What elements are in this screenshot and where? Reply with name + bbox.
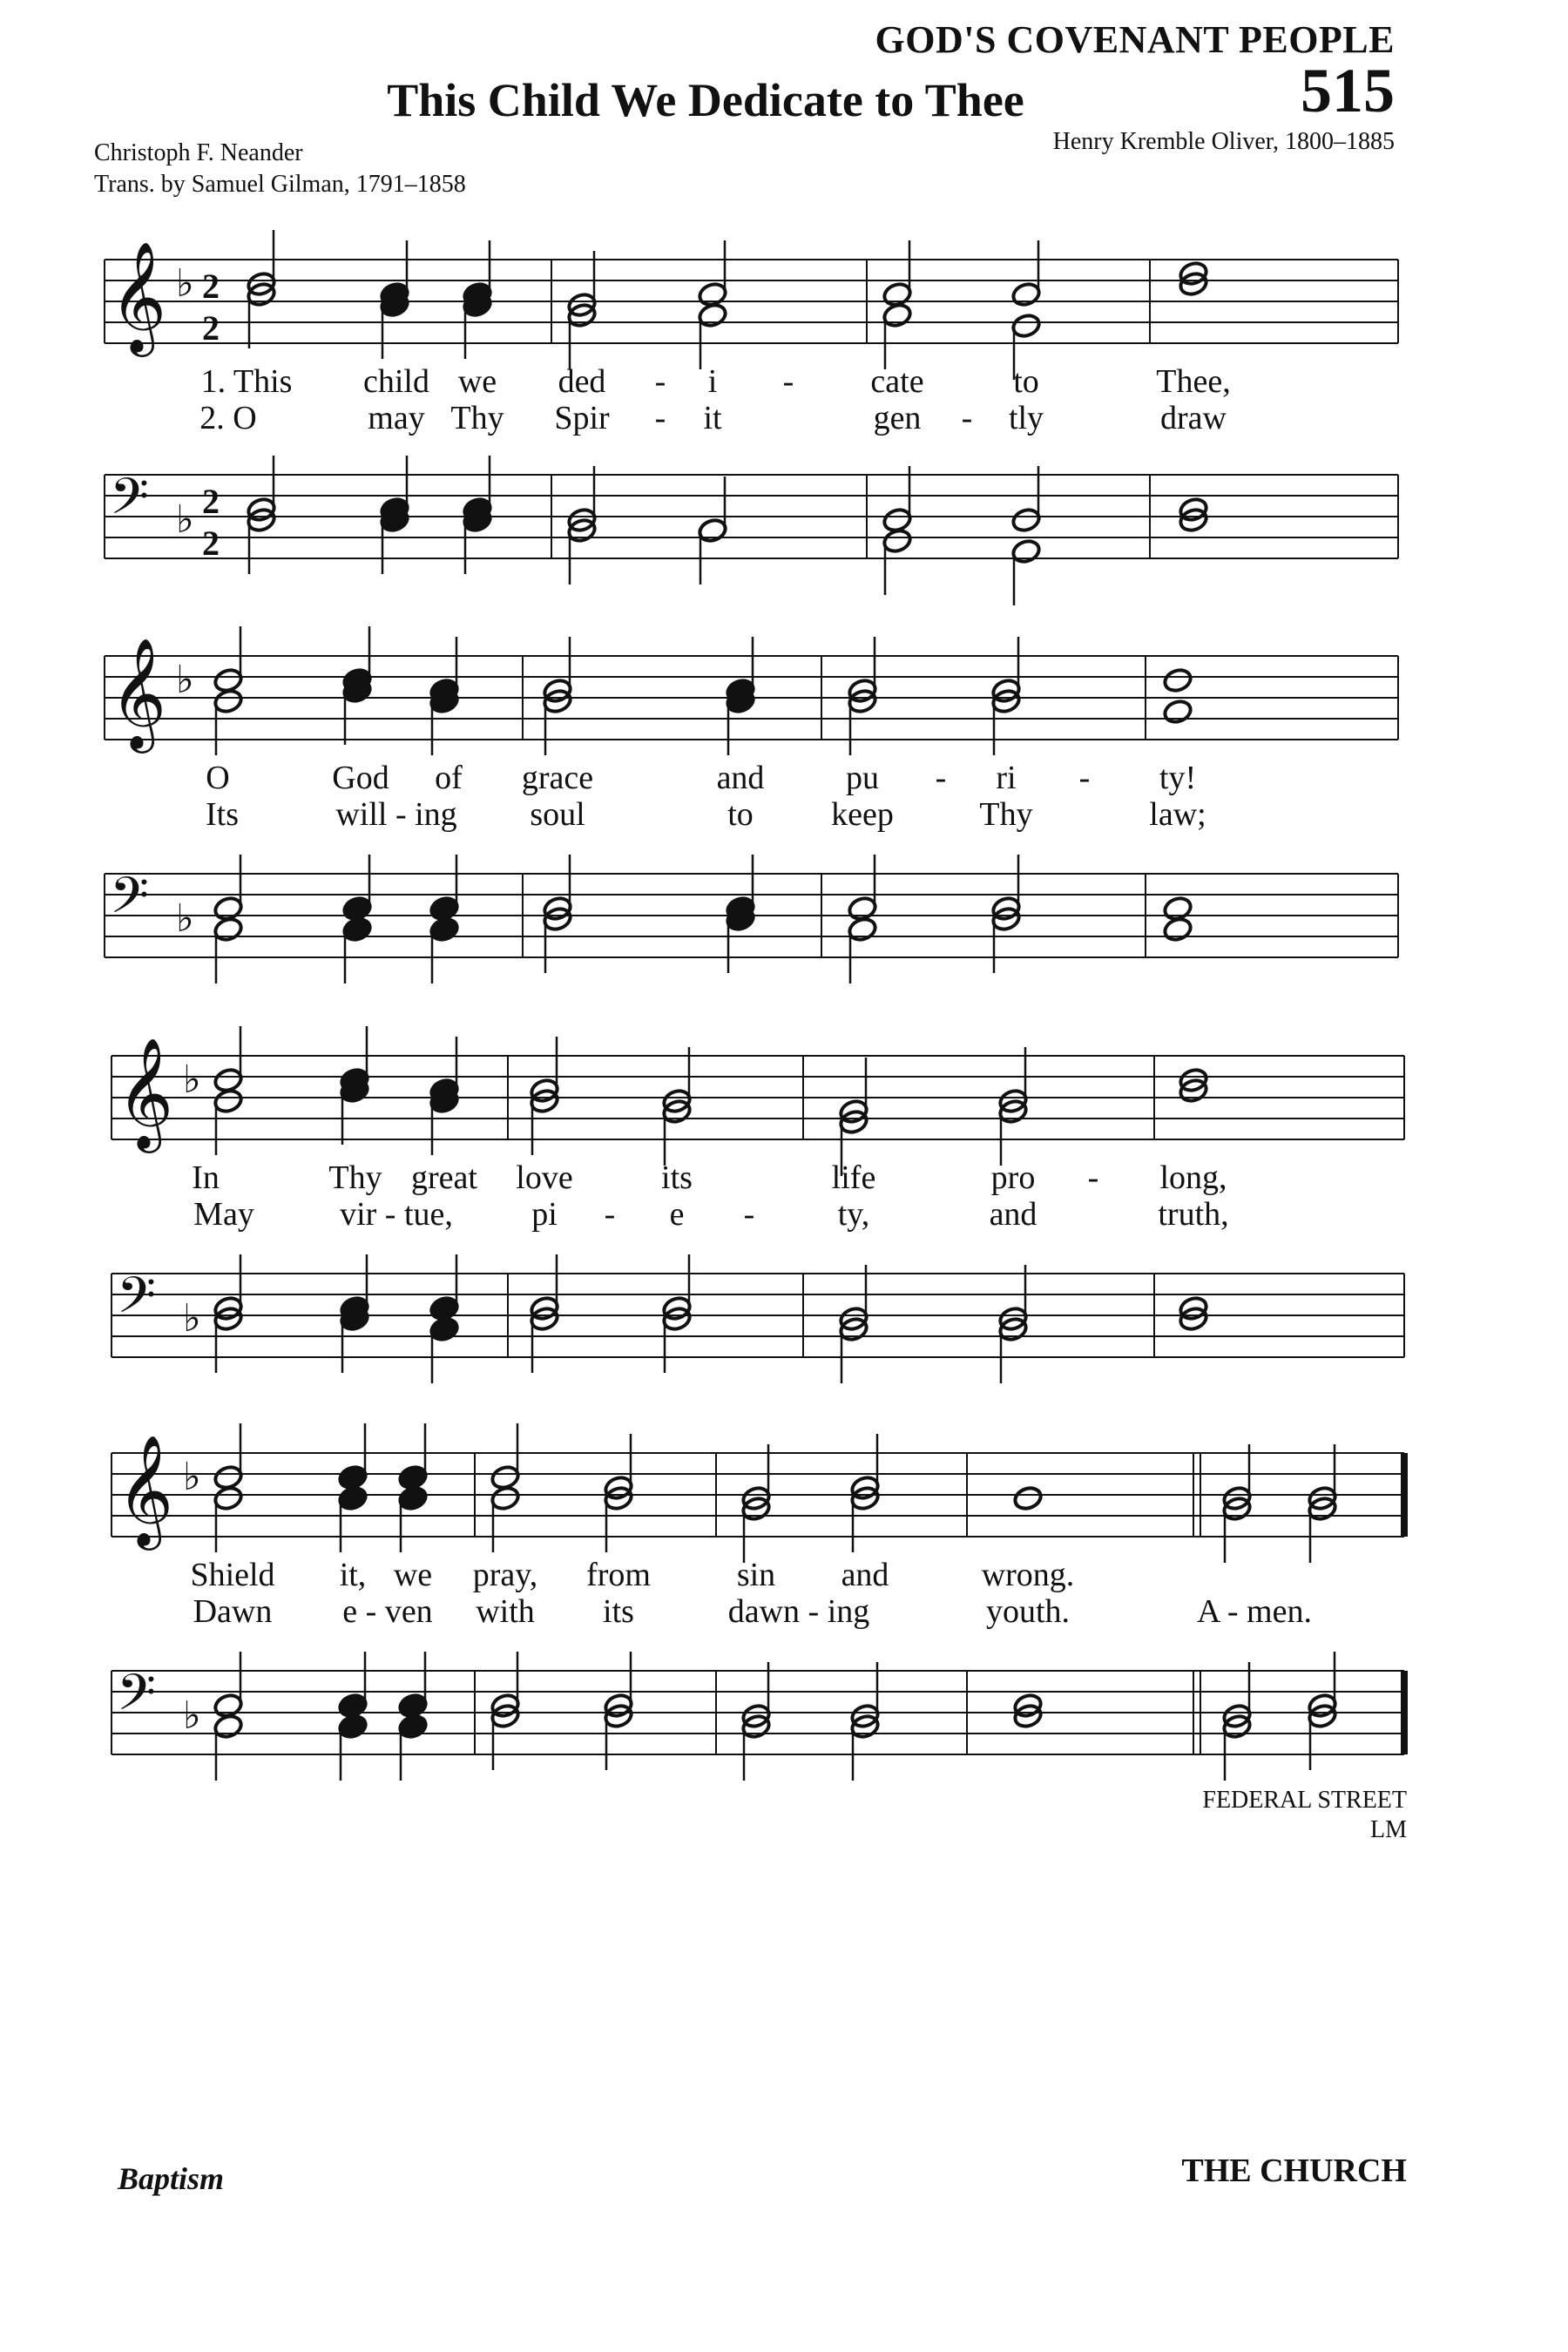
lyric-syllable: - bbox=[935, 760, 947, 796]
key-signature-flat-icon: ♭ bbox=[183, 1058, 201, 1102]
bass-staff bbox=[112, 1663, 1404, 1754]
note-head bbox=[1162, 916, 1193, 943]
lyric-syllable: great bbox=[411, 1159, 477, 1196]
note-head bbox=[1162, 699, 1193, 726]
hymn-number: 515 bbox=[1301, 56, 1395, 125]
key-signature-flat-icon: ♭ bbox=[176, 658, 194, 702]
note-head bbox=[1010, 538, 1042, 565]
lyric-syllable: - bbox=[782, 363, 794, 400]
lyric-syllable: its bbox=[661, 1159, 693, 1196]
system-2 bbox=[105, 626, 1398, 983]
note-head bbox=[337, 1485, 368, 1512]
lyric-syllable: vir - tue, bbox=[340, 1196, 453, 1233]
note-head bbox=[337, 1713, 368, 1740]
note-head bbox=[697, 302, 728, 329]
note-head bbox=[1012, 1485, 1044, 1512]
note-head bbox=[697, 517, 728, 544]
lyric-syllable: truth, bbox=[1158, 1196, 1229, 1233]
lyric-syllable: O bbox=[206, 760, 230, 796]
key-signature-flat-icon: ♭ bbox=[176, 497, 194, 542]
lyric-syllable: 1. This bbox=[200, 363, 293, 400]
note-head bbox=[397, 1485, 429, 1512]
lyric-syllable: soul bbox=[530, 796, 585, 833]
lyric-syllable: we bbox=[457, 363, 497, 400]
system-3 bbox=[112, 1026, 1404, 1383]
note-head bbox=[882, 302, 913, 329]
treble-clef-icon: 𝄞 bbox=[110, 240, 167, 352]
lyric-syllable: Dawn bbox=[193, 1593, 273, 1630]
tune-name: FEDERAL STREET bbox=[1202, 1787, 1407, 1814]
bass-clef-icon: 𝄢 bbox=[117, 1266, 157, 1337]
lyric-syllable: pu bbox=[846, 760, 879, 796]
note-head bbox=[1010, 507, 1042, 534]
lyric-syllable: ri bbox=[996, 760, 1017, 796]
time-signature-numerator: 2 bbox=[202, 267, 220, 306]
lyric-syllable: May bbox=[193, 1196, 254, 1233]
lyric-syllable: Its bbox=[206, 796, 239, 833]
lyric-syllable: of bbox=[435, 760, 463, 796]
lyric-syllable: - bbox=[654, 363, 666, 400]
section-title: GOD'S COVENANT PEOPLE bbox=[875, 18, 1395, 61]
lyric-syllable: wrong. bbox=[981, 1557, 1075, 1593]
lyric-syllable: to bbox=[1013, 363, 1039, 400]
lyric-syllable: sin bbox=[736, 1557, 776, 1593]
key-signature-flat-icon: ♭ bbox=[183, 1455, 201, 1499]
lyric-syllable: God bbox=[332, 760, 389, 796]
tune-meter: LM bbox=[1370, 1816, 1407, 1843]
lyric-syllable: from bbox=[586, 1557, 651, 1593]
lyric-syllable: ty! bbox=[1159, 760, 1197, 796]
lyric-syllable: A - men. bbox=[1197, 1593, 1312, 1630]
lyric-syllable: law; bbox=[1149, 796, 1206, 833]
note-head bbox=[847, 916, 878, 943]
lyric-syllable: e bbox=[669, 1196, 685, 1233]
lyric-syllable: will - ing bbox=[335, 796, 457, 833]
bass-staff bbox=[112, 1266, 1404, 1357]
note-head bbox=[397, 1713, 429, 1740]
lyric-syllable: ty, bbox=[837, 1196, 870, 1233]
lyric-syllable: love bbox=[516, 1159, 573, 1196]
text-translator: Trans. by Samuel Gilman, 1791–1858 bbox=[94, 171, 466, 198]
lyric-syllable: we bbox=[393, 1557, 433, 1593]
lyric-syllable: Shield bbox=[190, 1557, 275, 1593]
note-head bbox=[429, 916, 460, 943]
lyric-syllable: Thy bbox=[979, 796, 1033, 833]
note-head bbox=[1162, 667, 1193, 694]
lyric-syllable: pi bbox=[531, 1196, 558, 1233]
lyric-syllable: - bbox=[604, 1196, 616, 1233]
lyric-syllable: may bbox=[368, 400, 425, 436]
treble-clef-icon: 𝄞 bbox=[110, 637, 167, 748]
lyric-syllable: i bbox=[707, 363, 718, 400]
treble-clef-icon: 𝄞 bbox=[117, 1434, 174, 1545]
bass-clef-icon: 𝄢 bbox=[110, 866, 150, 937]
lyric-syllable: pro bbox=[990, 1159, 1036, 1196]
time-signature-denominator: 2 bbox=[202, 308, 220, 348]
lyric-syllable: and bbox=[841, 1557, 889, 1593]
time-signature-numerator: 2 bbox=[202, 482, 220, 521]
lyric-syllable: - bbox=[961, 400, 973, 436]
lyric-syllable: cate bbox=[870, 363, 924, 400]
note-head bbox=[490, 1485, 521, 1512]
lyric-syllable: child bbox=[363, 363, 429, 400]
lyric-syllable: draw bbox=[1160, 400, 1227, 436]
lyric-syllable: with bbox=[476, 1593, 535, 1630]
lyric-syllable: ded bbox=[558, 363, 606, 400]
treble-staff bbox=[112, 1434, 1404, 1551]
lyric-syllable: grace bbox=[521, 760, 594, 796]
bass-clef-icon: 𝄢 bbox=[117, 1663, 157, 1734]
footer-topic: Baptism bbox=[118, 2161, 225, 2196]
lyric-syllable: Thy bbox=[450, 400, 504, 436]
note-head bbox=[429, 1316, 460, 1343]
lyric-syllable: and bbox=[716, 760, 765, 796]
note-head bbox=[1010, 281, 1042, 308]
lyric-syllable: Thee, bbox=[1156, 363, 1231, 400]
lyric-syllable: Thy bbox=[328, 1159, 382, 1196]
lyric-syllable: pray, bbox=[472, 1557, 538, 1593]
lyric-syllable: it bbox=[703, 400, 722, 436]
note-head bbox=[213, 916, 244, 943]
lyric-syllable: youth. bbox=[985, 1593, 1071, 1630]
lyric-syllable: - bbox=[1078, 760, 1091, 796]
lyric-syllable: - bbox=[1087, 1159, 1099, 1196]
lyric-syllable: life bbox=[831, 1159, 876, 1196]
lyric-syllable: gen bbox=[873, 400, 922, 436]
time-signature-denominator: 2 bbox=[202, 524, 220, 563]
note-head bbox=[882, 528, 913, 555]
key-signature-flat-icon: ♭ bbox=[183, 1693, 201, 1738]
lyric-syllable: 2. O bbox=[199, 400, 257, 436]
note-head bbox=[341, 916, 373, 943]
treble-staff bbox=[105, 240, 1398, 357]
lyric-syllable: its bbox=[603, 1593, 634, 1630]
footer-division: THE CHURCH bbox=[1181, 2153, 1407, 2189]
note-head bbox=[213, 1713, 244, 1740]
lyric-syllable: keep bbox=[831, 796, 894, 833]
key-signature-flat-icon: ♭ bbox=[176, 261, 194, 306]
key-signature-flat-icon: ♭ bbox=[176, 896, 194, 941]
hymn-title: This Child We Dedicate to Thee bbox=[387, 74, 1024, 126]
lyric-syllable: to bbox=[727, 796, 754, 833]
lyric-syllable: e - ven bbox=[342, 1593, 433, 1630]
text-author: Christoph F. Neander bbox=[94, 139, 303, 166]
key-signature-flat-icon: ♭ bbox=[183, 1296, 201, 1341]
note-head bbox=[213, 1088, 244, 1115]
lyric-syllable: it, bbox=[339, 1557, 367, 1593]
note-head bbox=[213, 688, 244, 715]
lyric-syllable: long, bbox=[1159, 1159, 1227, 1196]
lyric-syllable: - bbox=[743, 1196, 755, 1233]
lyric-syllable: and bbox=[989, 1196, 1037, 1233]
note-head bbox=[213, 1485, 244, 1512]
system-1 bbox=[105, 230, 1398, 605]
tune-info bbox=[1202, 1786, 1407, 1845]
lyric-syllable: tly bbox=[1008, 400, 1044, 436]
lyric-syllable: Spir bbox=[554, 400, 610, 436]
treble-staff bbox=[112, 1037, 1404, 1153]
treble-clef-icon: 𝄞 bbox=[117, 1037, 174, 1148]
note-head bbox=[1010, 313, 1042, 340]
system-4 bbox=[112, 1423, 1404, 1781]
music-credit: Henry Kremble Oliver, 1800–1885 bbox=[1052, 128, 1395, 155]
lyric-syllable: dawn - ing bbox=[727, 1593, 870, 1630]
lyric-syllable: - bbox=[654, 400, 666, 436]
lyric-syllable: In bbox=[192, 1159, 220, 1196]
text-credit bbox=[94, 138, 466, 200]
bass-clef-icon: 𝄢 bbox=[110, 467, 150, 538]
